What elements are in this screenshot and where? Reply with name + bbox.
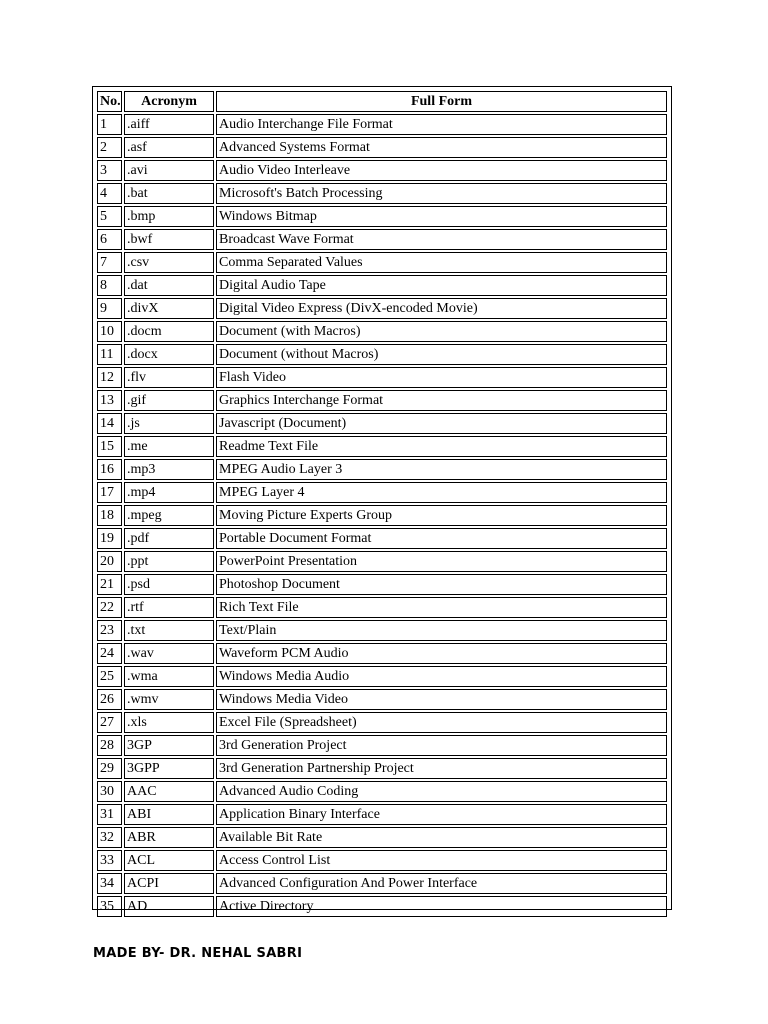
- table-row: [97, 505, 667, 526]
- cell-acronym: ACPI: [124, 873, 214, 894]
- cell-acronym: 3GP: [124, 735, 214, 756]
- table-row: [97, 114, 667, 135]
- cell-acronym: .ppt: [124, 551, 214, 572]
- table-row: [97, 436, 667, 457]
- cell-full-form: Digital Audio Tape: [216, 275, 667, 296]
- cell-acronym: .aiff: [124, 114, 214, 135]
- cell-acronym: .psd: [124, 574, 214, 595]
- cell-full-form: MPEG Layer 4: [216, 482, 667, 503]
- cell-no: 1: [97, 114, 122, 135]
- cell-full-form: Advanced Configuration And Power Interface: [216, 873, 667, 894]
- cell-no: 33: [97, 850, 122, 871]
- table-row: [97, 252, 667, 273]
- table-row: [97, 827, 667, 848]
- cell-acronym: .txt: [124, 620, 214, 641]
- cell-full-form: Audio Interchange File Format: [216, 114, 667, 135]
- cell-full-form: Windows Media Video: [216, 689, 667, 710]
- cell-no: 32: [97, 827, 122, 848]
- table-row: [97, 689, 667, 710]
- cell-full-form: Audio Video Interleave: [216, 160, 667, 181]
- cell-no: 30: [97, 781, 122, 802]
- table-row: [97, 666, 667, 687]
- table-row: [97, 482, 667, 503]
- cell-no: 4: [97, 183, 122, 204]
- cell-full-form: Advanced Audio Coding: [216, 781, 667, 802]
- table-header-row: [97, 91, 667, 112]
- cell-acronym: .bat: [124, 183, 214, 204]
- cell-no: 9: [97, 298, 122, 319]
- cell-no: 35: [97, 896, 122, 917]
- table-row: [97, 735, 667, 756]
- table-row: [97, 620, 667, 641]
- table-row: [97, 137, 667, 158]
- cell-acronym: .wma: [124, 666, 214, 687]
- cell-acronym: .js: [124, 413, 214, 434]
- cell-acronym: .wmv: [124, 689, 214, 710]
- cell-acronym: .rtf: [124, 597, 214, 618]
- cell-full-form: Graphics Interchange Format: [216, 390, 667, 411]
- cell-no: 17: [97, 482, 122, 503]
- header-full-form: Full Form: [216, 91, 667, 112]
- cell-acronym: ACL: [124, 850, 214, 871]
- cell-acronym: .bwf: [124, 229, 214, 250]
- cell-no: 2: [97, 137, 122, 158]
- cell-no: 10: [97, 321, 122, 342]
- cell-full-form: Javascript (Document): [216, 413, 667, 434]
- cell-acronym: .mp3: [124, 459, 214, 480]
- table-row: [97, 413, 667, 434]
- cell-acronym: .me: [124, 436, 214, 457]
- cell-acronym: .wav: [124, 643, 214, 664]
- cell-no: 13: [97, 390, 122, 411]
- table-row: [97, 551, 667, 572]
- table-row: [97, 781, 667, 802]
- table-row: [97, 873, 667, 894]
- table-row: [97, 574, 667, 595]
- cell-no: 7: [97, 252, 122, 273]
- cell-full-form: PowerPoint Presentation: [216, 551, 667, 572]
- cell-full-form: Document (without Macros): [216, 344, 667, 365]
- table-row: [97, 758, 667, 779]
- table-row: [97, 390, 667, 411]
- cell-acronym: .xls: [124, 712, 214, 733]
- cell-no: 29: [97, 758, 122, 779]
- cell-full-form: Windows Bitmap: [216, 206, 667, 227]
- table-row: [97, 459, 667, 480]
- table-row: [97, 712, 667, 733]
- table-row: [97, 321, 667, 342]
- cell-full-form: Digital Video Express (DivX-encoded Movie): [216, 298, 667, 319]
- cell-acronym: .flv: [124, 367, 214, 388]
- cell-no: 34: [97, 873, 122, 894]
- acronym-table-frame: [92, 86, 672, 914]
- table-row: [97, 643, 667, 664]
- cell-acronym: .pdf: [124, 528, 214, 549]
- cell-no: 27: [97, 712, 122, 733]
- cell-full-form: Available Bit Rate: [216, 827, 667, 848]
- cell-full-form: Active Directory: [216, 896, 667, 917]
- table-row: [97, 597, 667, 618]
- cell-acronym: .docx: [124, 344, 214, 365]
- cell-acronym: .asf: [124, 137, 214, 158]
- cell-full-form: Text/Plain: [216, 620, 667, 641]
- cell-full-form: Waveform PCM Audio: [216, 643, 667, 664]
- table-row: [97, 229, 667, 250]
- cell-acronym: .bmp: [124, 206, 214, 227]
- cell-full-form: 3rd Generation Partnership Project: [216, 758, 667, 779]
- cell-full-form: Moving Picture Experts Group: [216, 505, 667, 526]
- cell-acronym: .mpeg: [124, 505, 214, 526]
- cell-acronym: .csv: [124, 252, 214, 273]
- cell-no: 24: [97, 643, 122, 664]
- cell-no: 22: [97, 597, 122, 618]
- cell-full-form: Photoshop Document: [216, 574, 667, 595]
- table-row: [97, 275, 667, 296]
- header-acronym: Acronym: [124, 91, 214, 112]
- cell-acronym: ABR: [124, 827, 214, 848]
- cell-full-form: MPEG Audio Layer 3: [216, 459, 667, 480]
- cell-no: 25: [97, 666, 122, 687]
- cell-no: 8: [97, 275, 122, 296]
- table-row: [97, 804, 667, 825]
- table-row: [97, 183, 667, 204]
- cell-no: 16: [97, 459, 122, 480]
- cell-no: 18: [97, 505, 122, 526]
- cell-full-form: Broadcast Wave Format: [216, 229, 667, 250]
- cell-acronym: AD: [124, 896, 214, 917]
- cell-full-form: 3rd Generation Project: [216, 735, 667, 756]
- cell-full-form: Readme Text File: [216, 436, 667, 457]
- table-row: [97, 850, 667, 871]
- table-row: [97, 528, 667, 549]
- cell-full-form: Excel File (Spreadsheet): [216, 712, 667, 733]
- cell-full-form: Comma Separated Values: [216, 252, 667, 273]
- cell-no: 28: [97, 735, 122, 756]
- cell-no: 11: [97, 344, 122, 365]
- cell-no: 20: [97, 551, 122, 572]
- table-row: [97, 367, 667, 388]
- cell-full-form: Advanced Systems Format: [216, 137, 667, 158]
- cell-acronym: .dat: [124, 275, 214, 296]
- cell-acronym: .docm: [124, 321, 214, 342]
- acronym-table: [95, 89, 669, 919]
- cell-no: 23: [97, 620, 122, 641]
- header-no: No.: [97, 91, 122, 112]
- table-row: [97, 206, 667, 227]
- cell-no: 15: [97, 436, 122, 457]
- author-credit: MADE BY- DR. NEHAL SABRI: [93, 946, 303, 961]
- cell-acronym: ABI: [124, 804, 214, 825]
- cell-no: 21: [97, 574, 122, 595]
- cell-no: 31: [97, 804, 122, 825]
- cell-full-form: Document (with Macros): [216, 321, 667, 342]
- cell-full-form: Flash Video: [216, 367, 667, 388]
- table-row: [97, 896, 667, 917]
- cell-full-form: Rich Text File: [216, 597, 667, 618]
- cell-no: 5: [97, 206, 122, 227]
- cell-no: 3: [97, 160, 122, 181]
- cell-acronym: .avi: [124, 160, 214, 181]
- cell-full-form: Windows Media Audio: [216, 666, 667, 687]
- cell-acronym: 3GPP: [124, 758, 214, 779]
- cell-full-form: Portable Document Format: [216, 528, 667, 549]
- table-row: [97, 344, 667, 365]
- cell-no: 6: [97, 229, 122, 250]
- cell-full-form: Microsoft's Batch Processing: [216, 183, 667, 204]
- cell-full-form: Application Binary Interface: [216, 804, 667, 825]
- cell-full-form: Access Control List: [216, 850, 667, 871]
- cell-acronym: .divX: [124, 298, 214, 319]
- table-row: [97, 298, 667, 319]
- cell-no: 12: [97, 367, 122, 388]
- cell-no: 26: [97, 689, 122, 710]
- cell-no: 14: [97, 413, 122, 434]
- cell-acronym: AAC: [124, 781, 214, 802]
- table-row: [97, 160, 667, 181]
- cell-acronym: .gif: [124, 390, 214, 411]
- cell-acronym: .mp4: [124, 482, 214, 503]
- cell-no: 19: [97, 528, 122, 549]
